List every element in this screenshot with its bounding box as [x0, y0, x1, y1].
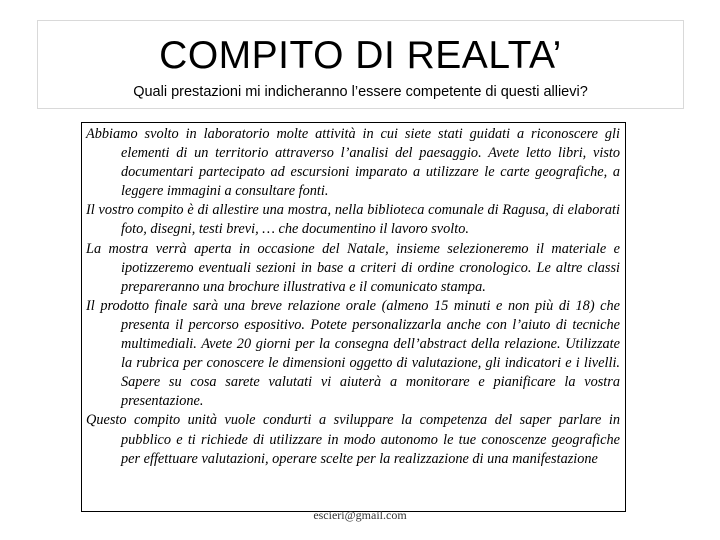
title-box — [37, 20, 684, 109]
paragraph-final-product: Il prodotto finale sarà una breve relazione orale (almeno 15 minuti e non più di 18) che presenta il percorso espositivo. Potete personalizzarla anche con l’aiuto di tecniche multimediali. Avete 20 giorni per la consegna dell’abstract della relazione. Utilizzate la rubrica per conoscere le dimensioni oggetto di valutazione, gli indicatori e i livelli. Sapere su cosa sarete valutati vi aiuterà a monitorare e pianificare la vostra presentazione. — [86, 297, 620, 410]
page-subtitle: Quali prestazioni mi indicheranno l’essere competente di questi allievi? — [133, 84, 588, 100]
paragraph-competence: Questo compito unità vuole condurti a sviluppare la competenza del saper parlare in pubblico e ti richiede di utilizzare in modo autonomo le tue conoscenze geografiche per effettuare valutazioni, operare scelte per la realizzazione di una manifestazione — [86, 412, 620, 467]
footer-email: escieri@gmail.com — [313, 508, 407, 522]
paragraph-task-exhibition: La mostra verrà aperta in occasione del Natale, insieme selezioneremo il materiale e ipotizzeremo eventuali sezioni in base a criteri di ordine cronologico. Le altre classi prepareranno una brochure illustrativa e il comunicato stampa. — [86, 240, 620, 295]
task-description-box — [81, 122, 626, 512]
paragraph-activities: Abbiamo svolto in laboratorio molte attività in cui siete stati guidati a riconoscere gli elementi di un territorio attraverso l’analisi del paesaggio. Avete letto libri, visto documentari partecipato ad escursioni imparato a utilizzare le carte geografiche, a leggere immagini a consultare fonti. — [86, 126, 620, 200]
paragraph-task-intro: Il vostro compito è di allestire una mostra, nella biblioteca comunale di Ragusa, di elaborati foto, disegni, testi brevi, … che documentino il lavoro svolto. — [86, 202, 620, 238]
paragraph-task — [86, 201, 620, 296]
page-title: COMPITO DI REALTA’ — [159, 34, 562, 77]
